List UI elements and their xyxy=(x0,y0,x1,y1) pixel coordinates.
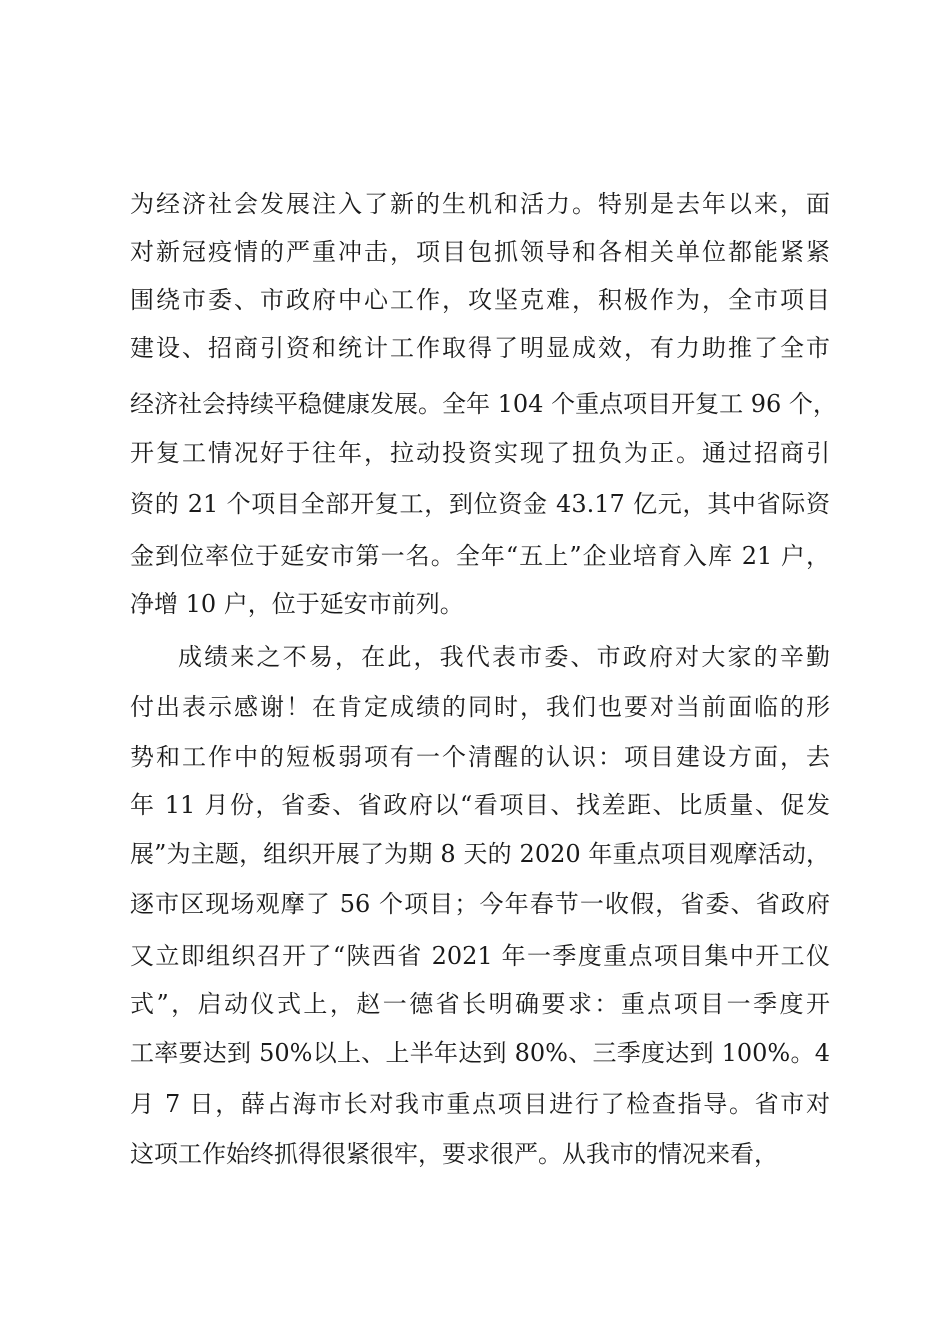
paragraph-1-line-8: 金到位率位于延安市第一名。全年“五上”企业培育入库 21 户， xyxy=(130,542,830,570)
paragraph-2-line-11: 这项工作始终抓得很紧很牢，要求很严。从我市的情况来看， xyxy=(130,1140,778,1168)
paragraph-2-line-2: 付出表示感谢！在肯定成绩的同时，我们也要对当前面临的形 xyxy=(130,693,830,721)
paragraph-1-line-6: 开复工情况好于往年，拉动投资实现了扭负为正。通过招商引 xyxy=(130,439,830,467)
paragraph-1-line-5: 经济社会持续平稳健康发展。全年 104 个重点项目开复工 96 个， xyxy=(130,390,837,418)
paragraph-1-line-1: 为经济社会发展注入了新的生机和活力。特别是去年以来，面 xyxy=(130,190,830,218)
paragraph-2-line-9: 工率要达到 50%以上、上半年达到 80%、三季度达到 100%。4 xyxy=(130,1039,830,1067)
paragraph-2-line-6: 逐市区现场观摩了 56 个项目；今年春节一收假，省委、省政府 xyxy=(130,890,830,918)
paragraph-2-line-1: 成绩来之不易，在此，我代表市委、市政府对大家的辛勤 xyxy=(178,643,830,671)
paragraph-1-line-4: 建设、招商引资和统计工作取得了明显成效，有力助推了全市 xyxy=(130,334,830,362)
paragraph-2-line-4: 年 11 月份，省委、省政府以“看项目、找差距、比质量、促发 xyxy=(130,791,830,819)
paragraph-1-line-2: 对新冠疫情的严重冲击，项目包抓领导和各相关单位都能紧紧 xyxy=(130,238,830,266)
paragraph-2-line-7: 又立即组织召开了“陕西省 2021 年一季度重点项目集中开工仪 xyxy=(130,942,830,970)
paragraph-2-line-8: 式”，启动仪式上，赵一德省长明确要求：重点项目一季度开 xyxy=(130,990,830,1018)
paragraph-2-line-10: 月 7 日，薛占海市长对我市重点项目进行了检查指导。省市对 xyxy=(130,1090,830,1118)
paragraph-1-line-9: 净增 10 户，位于延安市前列。 xyxy=(130,590,464,618)
paragraph-1-line-3: 围绕市委、市政府中心工作，攻坚克难，积极作为，全市项目 xyxy=(130,286,830,314)
paragraph-1-line-7: 资的 21 个项目全部开复工，到位资金 43.17 亿元，其中省际资 xyxy=(130,490,830,518)
paragraph-2-line-3: 势和工作中的短板弱项有一个清醒的认识：项目建设方面，去 xyxy=(130,743,830,771)
paragraph-2-line-5: 展”为主题，组织开展了为期 8 天的 2020 年重点项目观摩活动， xyxy=(130,840,830,868)
